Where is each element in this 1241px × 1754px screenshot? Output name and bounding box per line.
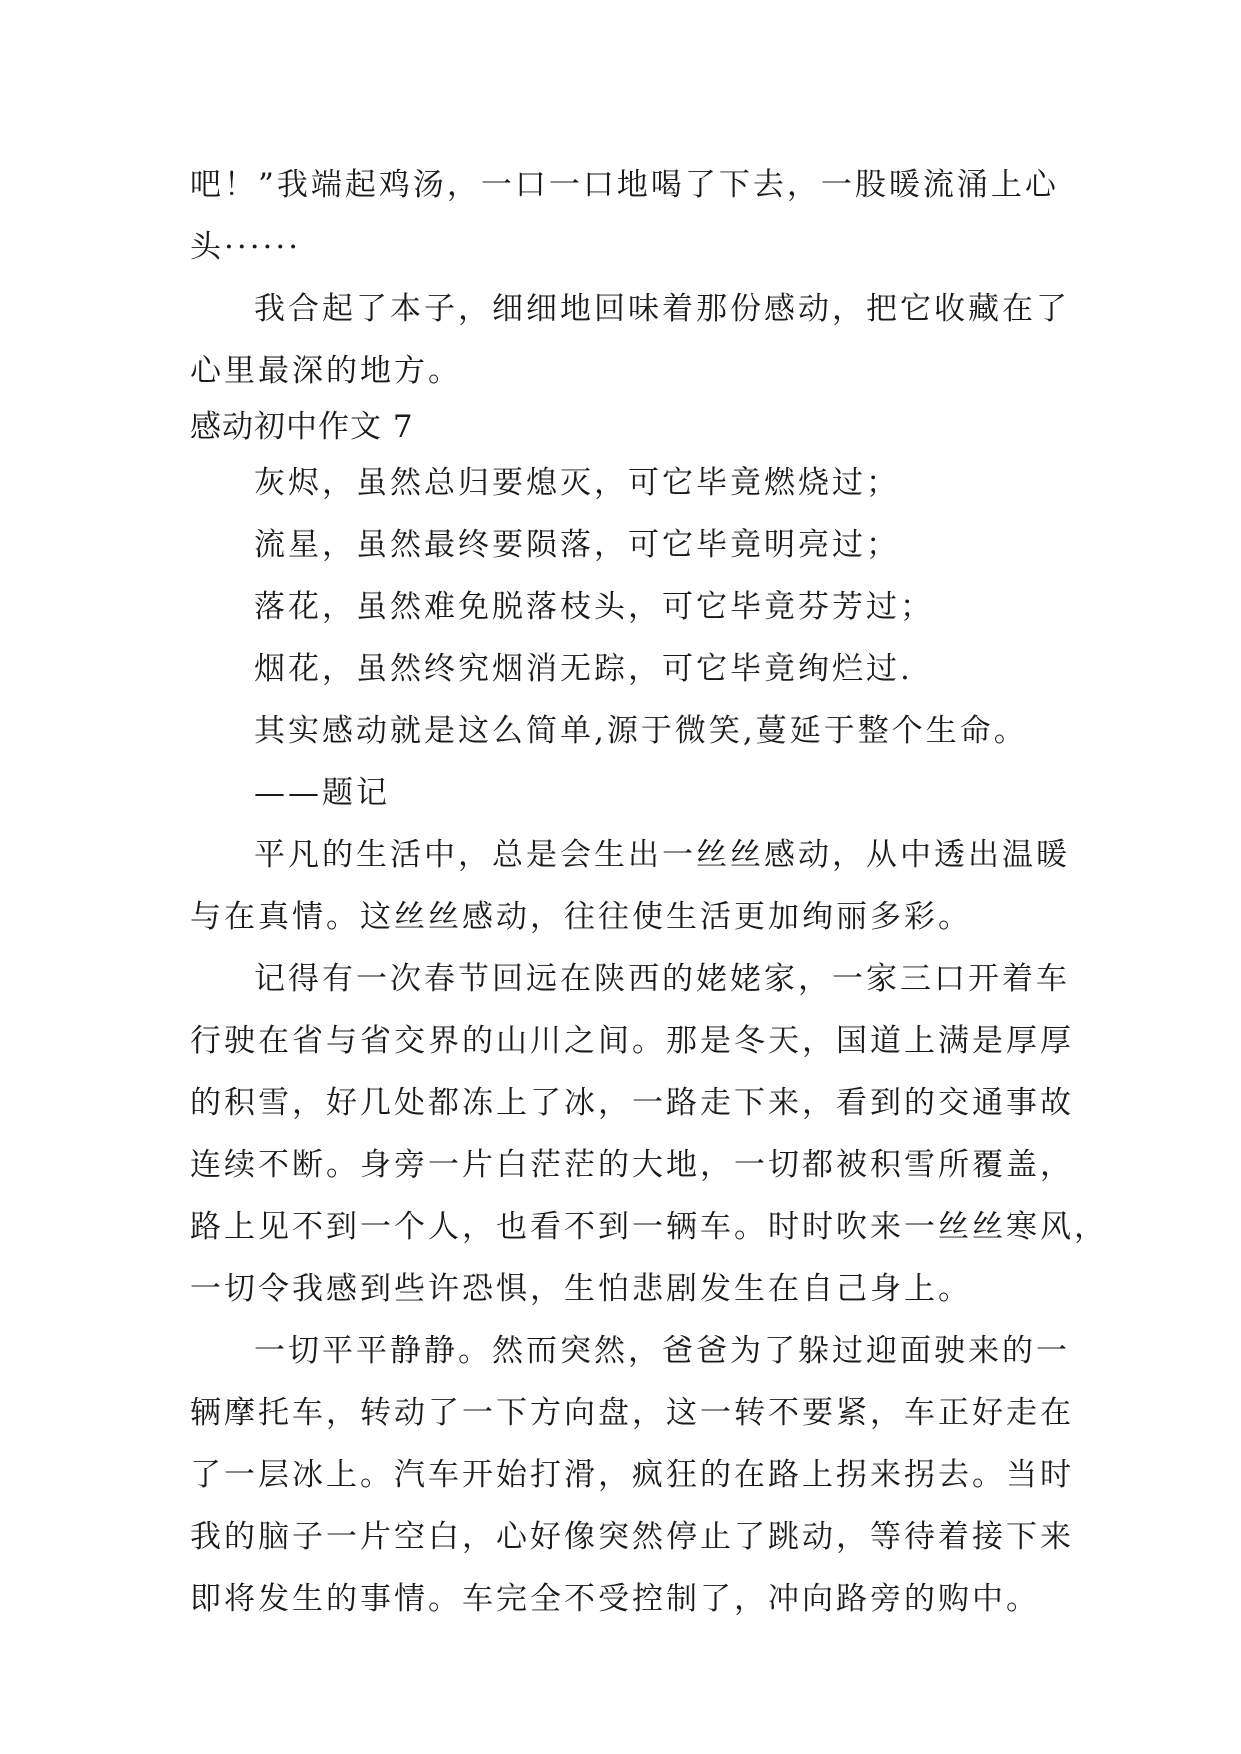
text-line: 了一层冰上。汽车开始打滑，疯狂的在路上拐来拐去。当时 — [190, 1457, 1074, 1493]
poem-line: 灰烬，虽然总归要熄灭，可它毕竟燃烧过； — [254, 465, 900, 501]
text-line: 辆摩托车，转动了一下方向盘，这一转不要紧，车正好走在 — [190, 1395, 1074, 1431]
text-line: 平凡的生活中，总是会生出一丝丝感动，从中透出温暖 — [254, 837, 1070, 873]
poem-line: 烟花，虽然终究烟消无踪，可它毕竟绚烂过. — [254, 651, 913, 687]
text-line: 的积雪，好几处都冻上了冰，一路走下来，看到的交通事故 — [190, 1085, 1074, 1121]
text-line: 路上见不到一个人，也看不到一辆车。时时吹来一丝丝寒风， — [190, 1209, 1108, 1245]
text-line: 吧！”我端起鸡汤，一口一口地喝了下去，一股暖流涌上心 — [190, 167, 1059, 203]
text-line: 一切平平静静。然而突然，爸爸为了躲过迎面驶来的一 — [254, 1333, 1070, 1369]
text-line: 即将发生的事情。车完全不受控制了，冲向路旁的购中。 — [190, 1581, 1040, 1617]
text-line: 一切令我感到些许恐惧，生怕悲剧发生在自己身上。 — [190, 1271, 972, 1307]
epigraph: 其实感动就是这么简单,源于微笑,蔓延于整个生命。 — [254, 713, 1028, 749]
text-line: 记得有一次春节回远在陕西的姥姥家，一家三口开着车 — [254, 961, 1070, 997]
text-line: 行驶在省与省交界的山川之间。那是冬天，国道上满是厚厚 — [190, 1023, 1074, 1059]
text-line: 心里最深的地方。 — [190, 353, 462, 389]
text-line: 我的脑子一片空白，心好像突然停止了跳动，等待着接下来 — [190, 1519, 1074, 1555]
document-body — [190, 154, 1108, 1630]
epigraph-attribution: ——题记 — [254, 775, 390, 811]
section-title: 感动初中作文 7 — [190, 409, 414, 445]
text-line: 连续不断。身旁一片白茫茫的大地，一切都被积雪所覆盖， — [190, 1147, 1074, 1183]
text-line: 头······ — [190, 229, 302, 265]
poem-line: 落花，虽然难免脱落枝头，可它毕竟芬芳过； — [254, 589, 934, 625]
text-line: 与在真情。这丝丝感动，往往使生活更加绚丽多彩。 — [190, 899, 972, 935]
poem-line: 流星，虽然最终要陨落，可它毕竟明亮过； — [254, 527, 900, 563]
text-line: 我合起了本子，细细地回味着那份感动，把它收藏在了 — [254, 291, 1070, 327]
